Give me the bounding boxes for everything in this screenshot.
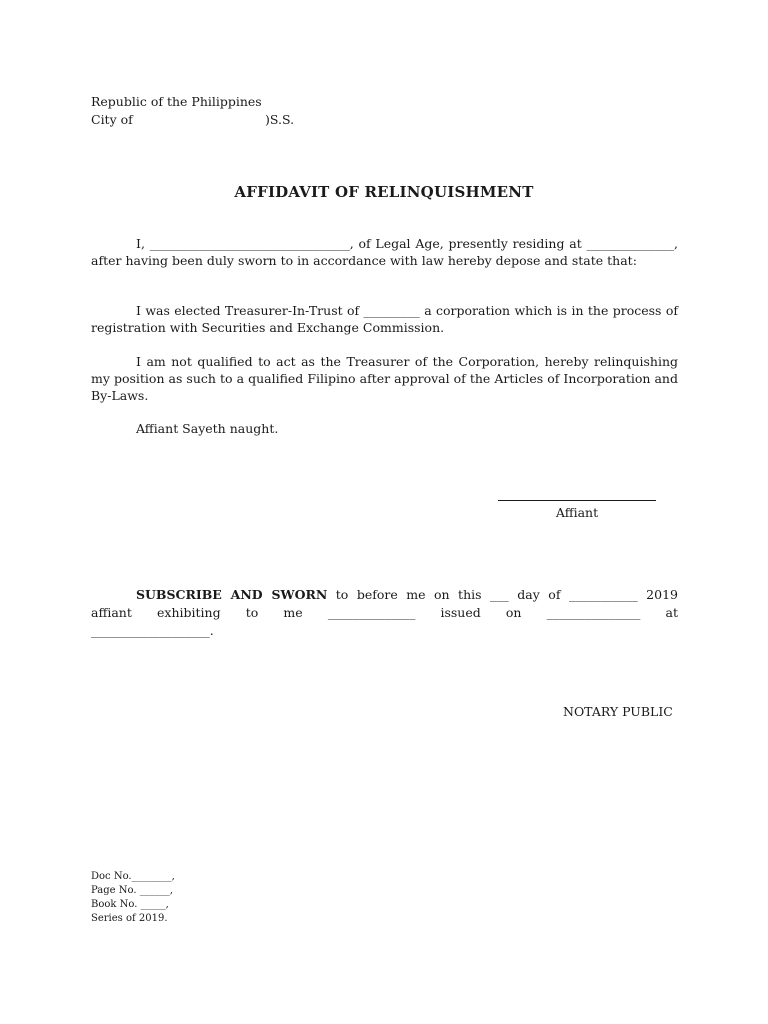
doc-no: Doc No.________, — [91, 871, 175, 882]
affiant-signature-line — [498, 500, 656, 501]
paragraph-relinquish: I am not qualified to act as the Treasurer of the Corporation, hereby relinquishing my position as such to a qualified Filipino after approval of the Articles of Incorporation and By-Laws. — [91, 354, 678, 403]
jurat-bold: SUBSCRIBE AND SWORN — [136, 587, 328, 602]
jurat-line-1 — [91, 586, 678, 603]
series-of: Series of 2019. — [91, 913, 168, 924]
republic-line: Republic of the Philippines — [91, 94, 262, 109]
jurat-line-1-rest: to before me on this ___ day of ___________ 2019 — [335, 587, 678, 602]
paragraph-naught: Affiant Sayeth naught. — [136, 421, 279, 436]
book-no: Book No. _____, — [91, 899, 169, 910]
paragraph-election: I was elected Treasurer-In-Trust of _________ a corporation which is in the process of registration with Securities and Exchange Commission. — [91, 303, 678, 335]
paragraph-identity: I, ________________________________, of Legal Age, presently residing at ______________, after having been duly sworn to in accordance with law hereby depose and state that: — [91, 236, 678, 268]
jurat-line-3: ___________________. — [91, 623, 214, 638]
jurat-line-2: affiant exhibiting to me ______________ issued on _______________ at — [91, 605, 678, 620]
city-label: City of — [91, 112, 133, 127]
notary-public-label: NOTARY PUBLIC — [563, 704, 673, 719]
page-no: Page No. ______, — [91, 885, 173, 896]
affiant-label: Affiant — [555, 505, 599, 520]
ss-label: )S.S. — [265, 112, 295, 127]
document-title: AFFIDAVIT OF RELINQUISHMENT — [234, 183, 534, 201]
